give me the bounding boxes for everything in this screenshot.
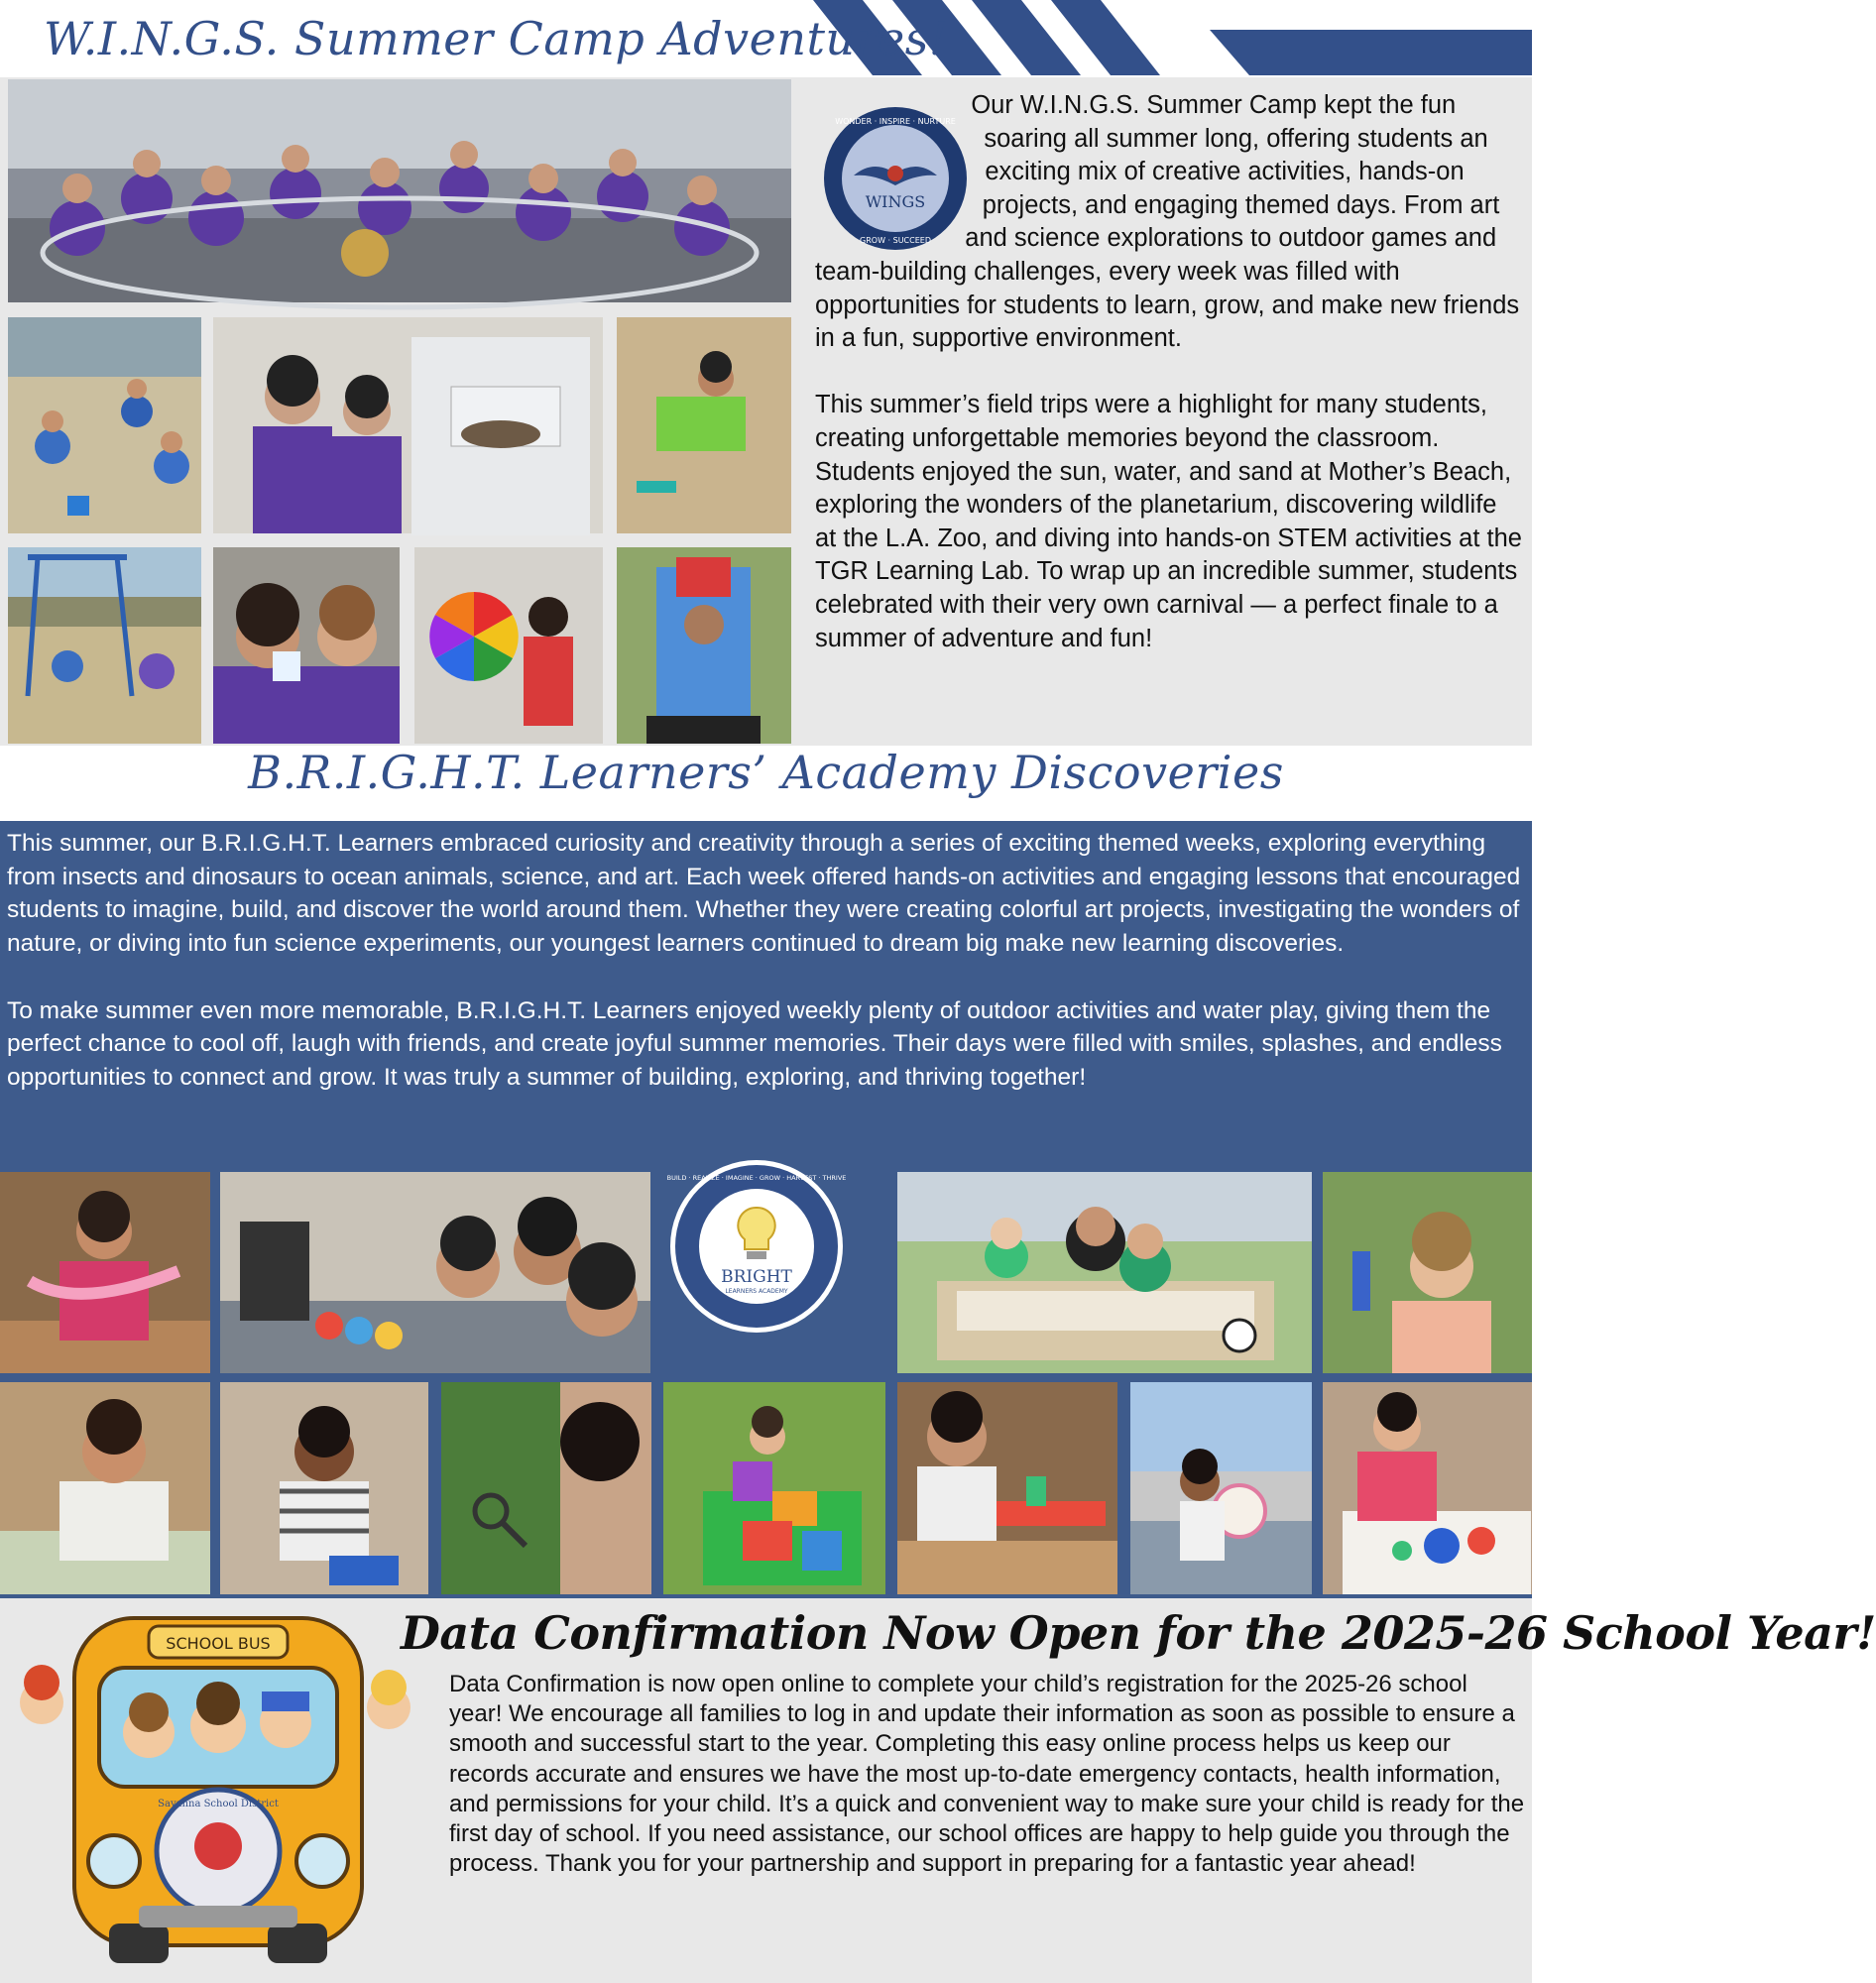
school-bus-illustration <box>20 1608 416 1975</box>
beach-kids-photo <box>8 317 201 533</box>
boy-bridge-build-photo <box>897 1382 1117 1594</box>
data-confirmation-body: Data Confirmation is now open online to complete your child’s registration for the 2025-26 school year! We encourage all families to log in and update their information as soon as possible to ensure a smooth and successful start to the year. Completing this easy online process helps us keep our records accurate and ensures we have the most up-to-date emergency contacts, health information, and permissions for your child. It’s a quick and convenient way to make sure your child is ready for the first day of school. If you need assistance, our school offices are happy to help guide you through the process. Thank you for your partnership and support in preparing for a fantastic year ahead! <box>449 1671 1525 1878</box>
uncle-sam-cutout-photo <box>617 547 791 744</box>
grass-blocks-photo <box>663 1382 885 1594</box>
museum-kids-photo <box>213 317 603 533</box>
wings-paragraph-1: Our W.I.N.G.S. Summer Camp kept the fun soaring all summer long, offering students an exciting mix of creative activities, hands-on projects, and engaging themed days. From art and science explorations to outdoor games and team-building challenges, every week was filled with opportunities for students to learn, grow, and make new friends in a fun, supportive environment. <box>815 91 1520 353</box>
data-confirmation-title: Data Confirmation Now Open for the 2025-26 School Year! <box>401 1606 1876 1660</box>
seal-text: Savanna School District <box>158 1799 279 1809</box>
planetarium-group-photo <box>8 79 791 302</box>
wings-logo-ring-bottom: GROW · SUCCEED <box>860 236 931 245</box>
bus-sign-text: SCHOOL BUS <box>166 1634 271 1653</box>
slime-girl-photo <box>0 1172 210 1373</box>
bright-logo-name: BRIGHT <box>721 1267 792 1287</box>
bright-logo-subname: LEARNERS ACADEMY <box>725 1288 788 1295</box>
toddler-painting-photo <box>1323 1382 1532 1594</box>
bright-logo-ring: BUILD · REALIZE · IMAGINE · GROW · HARVEST · THRIVE <box>666 1174 847 1182</box>
wings-paragraph-2: This summer’s field trips were a highlight for many students, creating unforgettable memories beyond the classroom. Students enjoyed the sun, water, and sand at Mother’s Beach, exploring the wonders of the planetarium, discovering wildlife at the L.A. Zoo, and diving into hands-on STEM activities at the TGR Learning Lab. To wrap up an incredible summer, students celebrated with their very own carnival — a perfect finale to a summer of adventure and fun! <box>815 391 1522 652</box>
sand-burial-photo <box>617 317 791 533</box>
bright-section-title: B.R.I.G.H.T. Learners’ Academy Discoveries <box>248 746 1284 799</box>
girl-geoboard-photo <box>220 1382 428 1594</box>
wings-logo-ring-top: WONDER · INSPIRE · NURTURE <box>835 117 956 126</box>
girl-toy-photo <box>1323 1172 1532 1373</box>
wings-body-text <box>815 89 1524 655</box>
girls-snowcone-photo <box>213 547 400 744</box>
prize-wheel-photo <box>414 547 603 744</box>
bright-logo <box>668 1158 845 1335</box>
wings-logo-center-text: WINGS <box>865 192 926 211</box>
wings-section-title: W.I.N.G.S. Summer Camp Adventures! <box>44 12 948 65</box>
bright-paragraph-1: This summer, our B.R.I.G.H.T. Learners embraced curiosity and creativity through a series of exciting themed weeks, exploring everything from insects and dinosaurs to ocean animals, science, and art. Each week offered hands-on activities and engaging lessons that encouraged students to imagine, build, and discover the world around them. Whether they were creating colorful art projects, investigating the wonders of nature, or diving into fun science experiments, our youngest learners continued to dream big make new learning discoveries. <box>7 830 1521 958</box>
magnifying-glass-photo <box>441 1382 651 1594</box>
boy-painting-photo <box>0 1382 210 1594</box>
bright-paragraph-2: To make summer even more memorable, B.R.I.G.H.T. Learners enjoyed weekly plenty of outdoor activities and water play, giving them the perfect chance to cool off, laugh with friends, and create joyful summer memories. Their days were filled with smiles, splashes, and endless opportunities to connect and grow. It was truly a summer of building, exploring, and thriving together! <box>7 996 1502 1091</box>
swing-playground-photo <box>8 547 201 744</box>
sensory-table-photo <box>897 1172 1312 1373</box>
paper-plate-girl-photo <box>1130 1382 1312 1594</box>
bright-body-text <box>7 827 1529 1095</box>
kids-at-table-photo <box>220 1172 650 1373</box>
